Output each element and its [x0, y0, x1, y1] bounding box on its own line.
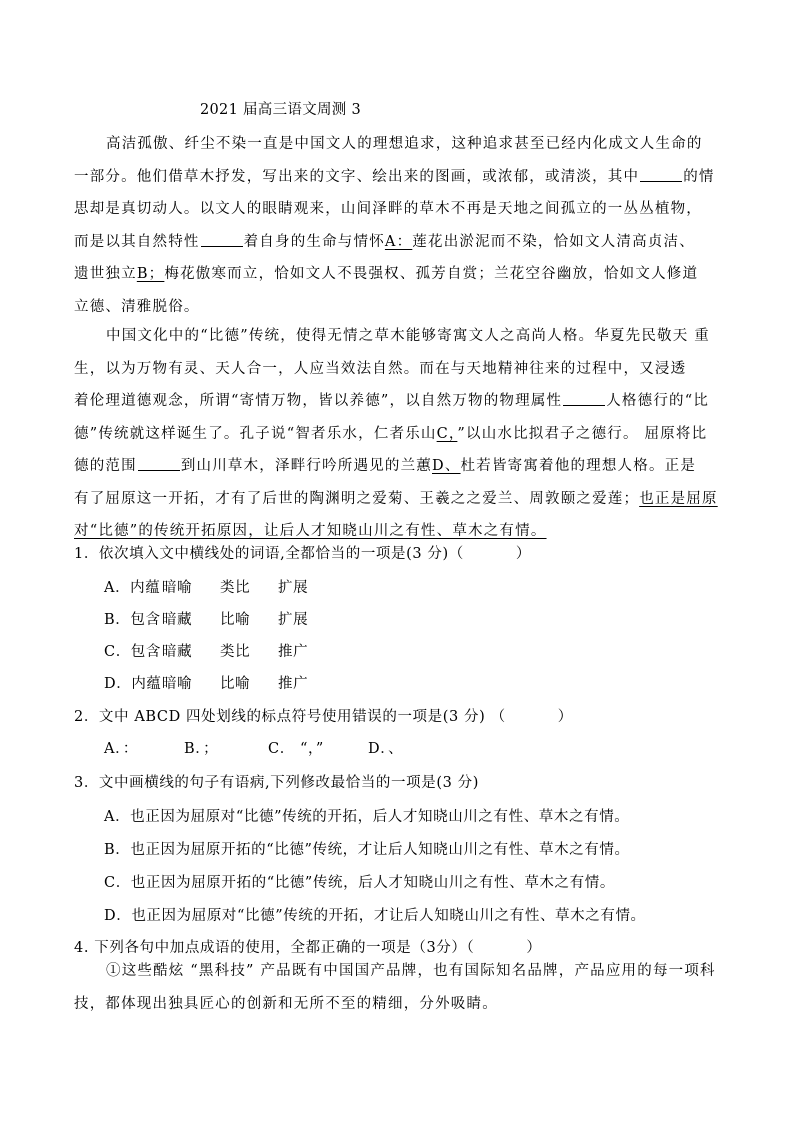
passage-line: 生，以为万物有灵、天人合一，人应当效法自然。而在与天地精神往来的过程中，又浸透 — [74, 360, 687, 377]
passage-line: 而是以其自然特性 着自身的生命与情怀A：莲花出淤泥而不染，恰如文人清高贞洁、 — [74, 233, 695, 250]
fill-blank — [640, 167, 682, 182]
fill-blank — [563, 391, 605, 406]
question-1-option-a[interactable]: A．内蕴 暗喻 类比 扩展 — [104, 580, 309, 596]
passage-paragraph-2 — [74, 320, 729, 548]
passage-line: 有了屈原这一开拓，才有了后世的陶渊明之爱菊、王羲之之爱兰、周敦颐之爱莲；也正是屈原 — [74, 490, 718, 507]
passage-line: 思却是真切动人。以文人的眼睛观来，山间泽畔的草木不再是天地之间孤立的一丛丛植物， — [74, 201, 702, 217]
passage-paragraph-1 — [74, 128, 729, 323]
question-3-option-d[interactable]: D．也正因为屈原对“比德”传统的开拓，才让后人知晓山川之有性、草木之有情。 — [104, 908, 646, 924]
underlined-sentence: 对“比德”的传统开拓原因，让后人才知晓山川之有性、草木之有情。 — [74, 523, 547, 539]
question-1-option-b[interactable]: B．包含暗藏 比喻 扩展 — [104, 612, 309, 628]
underlined-sentence: 也正是屈原 — [639, 490, 718, 507]
passage-line: 一部分。他们借草木抒发，写出来的文字、绘出来的图画，或浓郁，或清淡，其中 的情 — [74, 168, 715, 185]
passage-line: 德”传统就这样诞生了。孔子说“智者乐水，仁者乐山C，”以山水比拟君子之德行。 屈原将比 — [74, 425, 708, 442]
question-3-option-a[interactable]: A．也正因为屈原对“比德”传统的开拓，后人才知晓山川之有性、草木之有情。 — [104, 809, 630, 825]
question-2-option-b[interactable]: B．； — [184, 741, 219, 757]
passage-line: 立德、清雅脱俗。 — [74, 298, 200, 315]
question-2-option-d[interactable]: D．、 — [368, 741, 404, 757]
question-4-item-1 — [74, 955, 729, 1020]
passage-line: 中国文化中的“比德”传统，使得无情之草木能够寄寓文人之高尚人格。华夏先民敬天 重 — [106, 328, 710, 344]
question-3-option-b[interactable]: B．也正因为屈原开拓的“比德”传统，才让后人知晓山川之有性、草木之有情。 — [104, 842, 630, 858]
passage-line: 着伦理道德观念，所谓“寄情万物，皆以养德”，以自然万物的物理属性 人格德行的“比 — [74, 393, 710, 409]
underlined-mark-c: C， — [436, 425, 458, 442]
question-1-stem: 1．依次填入文中横线处的词语,全都恰当的一项是(3 分)（ ） — [74, 546, 531, 562]
question-3-stem: 3．文中画横线的句子有语病,下列修改最恰当的一项是(3 分) — [74, 775, 479, 791]
page-title: 2021 届高三语文周测 3 — [200, 102, 362, 118]
underlined-mark-a: A： — [384, 233, 413, 250]
passage-line: 高洁孤傲、纤尘不染一直是中国文人的理想追求，这种追求甚至已经内化成文人生命的 — [106, 136, 703, 152]
fill-blank — [201, 232, 243, 247]
question-4-stem: 4. 下列各句中加点成语的使用，全都正确的一项是（3分）（ ） — [74, 940, 542, 956]
fill-blank — [138, 456, 180, 471]
item-line: ①这些酷炫 “黑科技” 产品既有中国国产品牌，也有国际知名品牌，产品应用的每一项科 — [106, 963, 716, 979]
question-1-option-c[interactable]: C．包含暗藏 类比 推广 — [104, 644, 309, 660]
question-2-stem: 2．文中 ABCD 四处划线的标点符号使用错误的一项是(3 分) （ ） — [74, 709, 573, 725]
underlined-mark-d: D、 — [432, 458, 461, 474]
underlined-mark-b: B； — [136, 266, 165, 282]
passage-line: 遗世独立B；梅花傲寒而立，恰如文人不畏强权、孤芳自赏；兰花空谷幽放，恰如文人修道 — [74, 266, 699, 282]
passage-line: 德的范围 到山川草木，泽畔行吟所遇见的兰蕙D、杜若皆寄寓着他的理想人格。正是 — [74, 458, 697, 474]
item-line: 技，都体现出独具匠心的创新和无所不至的精细，分外吸睛。 — [74, 995, 498, 1012]
question-2-options — [104, 737, 403, 758]
question-2-option-c[interactable]: C． “，” — [268, 741, 324, 757]
question-3-option-c[interactable]: C．也正因为屈原开拓的“比德”传统，后人才知晓山川之有性、草木之有情。 — [104, 875, 615, 891]
question-1-option-d[interactable]: D．内蕴暗喻 比喻 推广 — [104, 676, 309, 692]
question-2-option-a[interactable]: A．： — [104, 741, 139, 757]
